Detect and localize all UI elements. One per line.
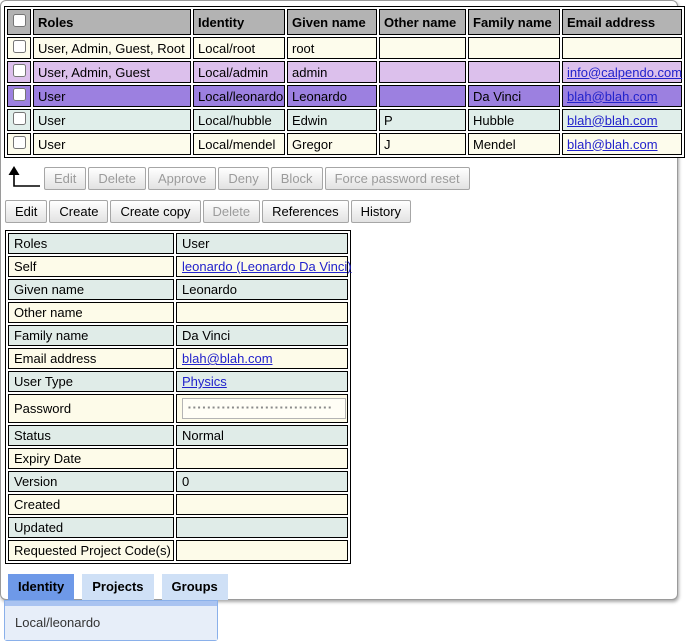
cell-other-name [379, 85, 466, 107]
form-label-password: Password [8, 394, 174, 423]
form-label-given-name: Given name [8, 279, 174, 300]
row-checkbox[interactable] [13, 64, 26, 77]
cell-other-name: P [379, 109, 466, 131]
form-row-self [8, 256, 348, 277]
row-checkbox[interactable] [13, 112, 26, 125]
cell-roles: User [33, 133, 191, 155]
form-value-given-name: Leonardo [176, 279, 348, 300]
password-mask: ▪▪▪▪▪▪▪▪▪▪▪▪▪▪▪▪▪▪▪▪▪▪▪▪▪▪▪▪▪▪ [188, 403, 334, 412]
form-row-password [8, 394, 348, 423]
delete-button: Delete [203, 200, 261, 223]
row-checkbox[interactable] [13, 88, 26, 101]
self-link[interactable]: leonardo (Leonardo Da Vinci) [182, 259, 352, 274]
cell-identity: Local/hubble [193, 109, 285, 131]
user-row-local-mendel[interactable] [7, 133, 682, 155]
tab-projects[interactable]: Projects [82, 574, 153, 600]
selection-arrow-icon [4, 165, 44, 191]
cell-family-name: Mendel [468, 133, 560, 155]
cell-identity: Local/mendel [193, 133, 285, 155]
row-checkbox[interactable] [13, 40, 26, 53]
cell-identity: Local/root [193, 37, 285, 59]
cell-email-address [562, 61, 682, 83]
cell-family-name [468, 61, 560, 83]
form-label-user-type: User Type [8, 371, 174, 392]
column-header-email-address: Email address [562, 9, 682, 35]
column-header-identity: Identity [193, 9, 285, 35]
email-link[interactable]: blah@blah.com [567, 136, 658, 152]
email-address-link[interactable]: blah@blah.com [182, 351, 273, 366]
block-button: Block [271, 167, 323, 190]
form-row-other-name [8, 302, 348, 323]
cell-other-name: J [379, 133, 466, 155]
form-value-roles: User [176, 233, 348, 254]
form-row-roles [8, 233, 348, 254]
delete-button: Delete [88, 167, 146, 190]
edit-button[interactable]: Edit [5, 200, 47, 223]
form-row-given-name [8, 279, 348, 300]
form-action-buttons [5, 200, 675, 223]
cell-email-address [562, 133, 682, 155]
form-label-version: Version [8, 471, 174, 492]
form-value-email-address [176, 348, 348, 369]
form-row-user-type [8, 371, 348, 392]
users-table-body [7, 37, 682, 155]
column-header-other-name: Other name [379, 9, 466, 35]
user-row-local-root[interactable] [7, 37, 682, 59]
form-value-other-name [176, 302, 348, 323]
users-header-row [7, 9, 682, 35]
cell-family-name: Hubble [468, 109, 560, 131]
form-row-updated [8, 517, 348, 538]
form-value-user-type [176, 371, 348, 392]
row-action-buttons [44, 167, 472, 190]
cell-other-name [379, 61, 466, 83]
user-detail-form [5, 230, 351, 564]
row-checkbox-cell [7, 85, 31, 107]
form-row-status [8, 425, 348, 446]
bottom-tabs [8, 574, 675, 600]
cell-given-name: Edwin [287, 109, 377, 131]
cell-given-name: admin [287, 61, 377, 83]
form-value-expiry-date [176, 448, 348, 469]
row-checkbox-cell [7, 37, 31, 59]
cell-email-address [562, 109, 682, 131]
force-password-reset-button: Force password reset [325, 167, 470, 190]
row-checkbox-cell [7, 109, 31, 131]
form-value-updated [176, 517, 348, 538]
user-row-local-leonardo[interactable] [7, 85, 682, 107]
form-label-email-address: Email address [8, 348, 174, 369]
form-value-created [176, 494, 348, 515]
form-label-other-name: Other name [8, 302, 174, 323]
user-type-link[interactable]: Physics [182, 374, 227, 389]
form-row-version [8, 471, 348, 492]
form-label-roles: Roles [8, 233, 174, 254]
form-label-family-name: Family name [8, 325, 174, 346]
form-label-expiry-date: Expiry Date [8, 448, 174, 469]
column-header-family-name: Family name [468, 9, 560, 35]
form-label-requested-project-code-s: Requested Project Code(s) [8, 540, 174, 561]
form-value-family-name: Da Vinci [176, 325, 348, 346]
references-button[interactable]: References [262, 200, 348, 223]
form-value-self [176, 256, 352, 277]
identity-panel [4, 600, 218, 641]
row-actions-bar [4, 164, 675, 192]
row-checkbox[interactable] [13, 136, 26, 149]
users-table-header [7, 9, 682, 35]
email-link[interactable]: info@calpendo.com [567, 64, 683, 80]
identity-panel-value: Local/leonardo [5, 606, 217, 640]
email-link[interactable]: blah@blah.com [567, 112, 658, 128]
user-row-local-admin[interactable] [7, 61, 682, 83]
cell-email-address [562, 85, 682, 107]
select-all-checkbox[interactable] [13, 14, 26, 27]
email-link[interactable]: blah@blah.com [567, 88, 658, 104]
column-header-given-name: Given name [287, 9, 377, 35]
cell-family-name [468, 37, 560, 59]
deny-button: Deny [218, 167, 268, 190]
cell-identity: Local/admin [193, 61, 285, 83]
form-value-version: 0 [176, 471, 348, 492]
select-all-cell [7, 9, 31, 35]
form-row-email-address [8, 348, 348, 369]
form-row-requested-project-code-s [8, 540, 348, 561]
user-row-local-hubble[interactable] [7, 109, 682, 131]
form-value-requested-project-code-s [176, 540, 348, 561]
form-value-password [176, 394, 348, 423]
form-label-updated: Updated [8, 517, 174, 538]
form-row-expiry-date [8, 448, 348, 469]
detail-form-body [8, 233, 352, 561]
cell-given-name: Leonardo [287, 85, 377, 107]
form-label-created: Created [8, 494, 174, 515]
cell-roles: User, Admin, Guest, Root [33, 37, 191, 59]
create-copy-button[interactable]: Create copy [110, 200, 200, 223]
edit-button: Edit [44, 167, 86, 190]
row-checkbox-cell [7, 133, 31, 155]
tab-groups[interactable]: Groups [162, 574, 228, 600]
form-label-self: Self [8, 256, 174, 277]
cell-given-name: root [287, 37, 377, 59]
cell-given-name: Gregor [287, 133, 377, 155]
cell-roles: User [33, 109, 191, 131]
password-input[interactable] [182, 398, 346, 419]
form-row-created [8, 494, 348, 515]
cell-other-name [379, 37, 466, 59]
cell-roles: User, Admin, Guest [33, 61, 191, 83]
form-value-status: Normal [176, 425, 348, 446]
tab-identity[interactable]: Identity [8, 574, 74, 600]
row-checkbox-cell [7, 61, 31, 83]
cell-email-address [562, 37, 682, 59]
history-button[interactable]: History [351, 200, 411, 223]
cell-roles: User [33, 85, 191, 107]
column-header-roles: Roles [33, 9, 191, 35]
cell-identity: Local/leonardo [193, 85, 285, 107]
form-label-status: Status [8, 425, 174, 446]
create-button[interactable]: Create [49, 200, 108, 223]
cell-family-name: Da Vinci [468, 85, 560, 107]
form-row-family-name [8, 325, 348, 346]
users-table [4, 6, 685, 158]
approve-button: Approve [148, 167, 216, 190]
